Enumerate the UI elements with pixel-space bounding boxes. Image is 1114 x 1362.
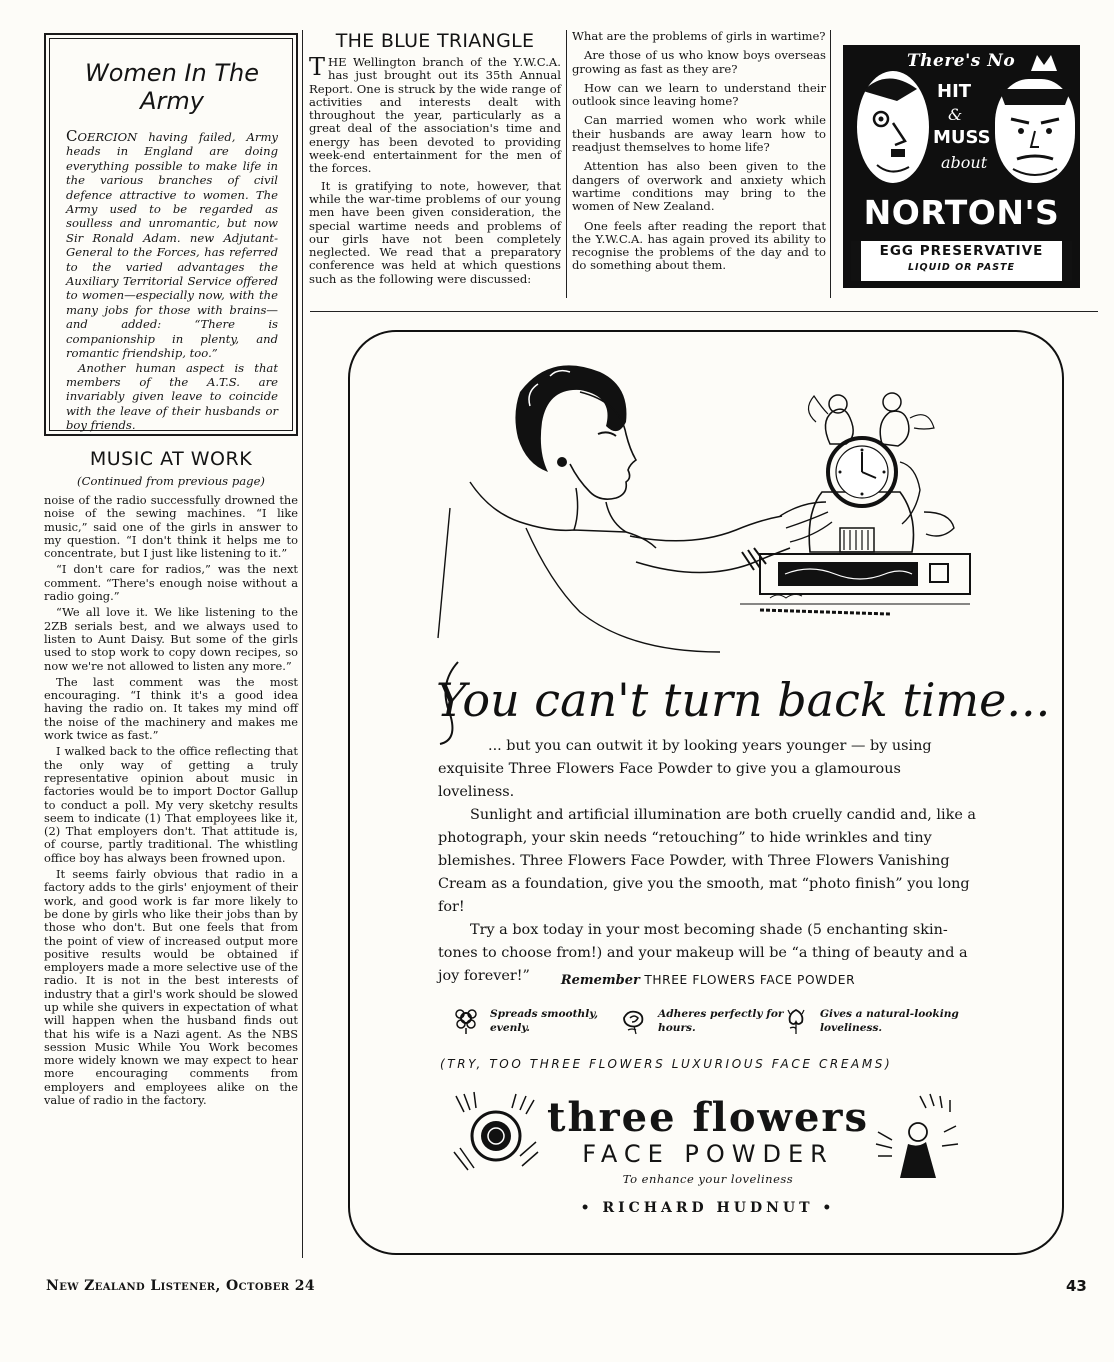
army-paragraph: OERCION having failed, Army heads in England are doing everything possible to make life in the various branches of civil defence attractive to women. The Army used to be regarded as soulless and unromantic, but now Sir Ronald Adam. new Adjutant-General to the Forces, has referred to the varied advantages the Auxiliary Territorial Service offered to women—especially now, with the many jobs for those with brains—and added: “There is companionship in plenty, and romantic friendship, too.” — [66, 130, 278, 361]
flower-icon — [452, 1006, 480, 1034]
remember-product: THREE FLOWERS FACE POWDER — [644, 973, 856, 987]
music-at-work-article — [44, 448, 298, 1110]
footer-publication: New Zealand Listener, October 24 — [46, 1278, 316, 1294]
try-too-line: (TRY, TOO THREE FLOWERS LUXURIOUS FACE CREAMS) — [440, 1057, 893, 1071]
women-in-army-box — [44, 33, 298, 436]
three-flowers-brand: three flowers — [546, 1094, 869, 1141]
three-flowers-advertisement — [348, 330, 1064, 1255]
music-paragraph: “I don't care for radios,” was the next comment. “There's enough noise without a radio going.” — [44, 562, 298, 604]
headline-text: You can't turn back time... — [436, 673, 1051, 727]
army-paragraph: Another human aspect is that members of the A.T.S. are invariably given leave to coincide with the leave of their husbands or boy friends. — [66, 360, 278, 433]
army-article-title: Women In The Army — [85, 59, 259, 115]
nortons-brand: NORTON'S — [863, 193, 1060, 232]
blue-triangle-dropcap: T — [309, 53, 326, 81]
column-rule — [302, 30, 303, 1258]
caricature-left-drawing — [857, 71, 929, 183]
problems-paragraph: How can we learn to understand their outlook since leaving home? — [572, 80, 826, 109]
nortons-product: EGG PRESERVATIVE — [879, 243, 1044, 259]
eagle-emblem-icon — [1029, 51, 1059, 73]
problems-paragraph: Can married women who work while their husbands are away learn how to readjust themselves to home life? — [572, 113, 826, 155]
music-paragraph: I walked back to the office reflecting that the only way of getting a truly representative opinion about music in factories would be to import Doctor Gallup to conduct a poll. My very sketchy results seem to indicate (1) That employees like it, (2) That employers don't. That attitude is, of course, partly traditional. The whistling office boy has always been frowned upon. — [44, 744, 298, 865]
rose-icon — [620, 1006, 648, 1034]
headline-script — [432, 654, 1051, 744]
column-rule — [566, 30, 567, 298]
nortons-ampersand: & — [948, 105, 963, 124]
army-dropcap: C — [66, 127, 78, 145]
music-paragraph: noise of the radio successfully drowned the noise of the sewing machines. “I like music,” said one of the girls in answer to my question. “I don't think it helps me to concentrate, but I just like listening to it.” — [44, 493, 298, 561]
remember-line — [350, 973, 1066, 988]
copy-paragraph: Sunlight and artificial illumination are both cruelly candid and, like a photograph, your skin needs “retouching” to hide wrinkles and tiny blemishes. Three Flowers Face Powder, with Three Flowers Vanishing Cream as a foundation, give you the smooth, mat “photo finish” you long for! — [438, 807, 976, 915]
three-flowers-copy — [438, 735, 980, 988]
problems-paragraph: What are the problems of girls in wartime? — [572, 29, 826, 43]
nortons-forms: LIQUID OR PASTE — [907, 262, 1016, 273]
blue-triangle-paragraph: It is gratifying to note, however, that while the war-time problems of our young men have been given consideration, the special wartime needs and problems of our girls have not been completely neglected. We read that a preparatory conference was held at which questions such as the following were discussed: — [309, 178, 561, 286]
feature-text: Spreads smoothly, evenly. — [490, 1008, 599, 1034]
music-paragraph: “We all love it. We like listening to the 2ZB serials best, and we always used to listen to Aunt Daisy. But some of the girls used to stop work to copy down recipes, so now we're not allowed to listen any more.” — [44, 605, 298, 673]
copy-paragraph: Try a box today in your most becoming shade (5 enchanting skin-tones to choose from!) and your makeup will be “a thing of beauty and a joy forever!” — [438, 922, 968, 984]
remember-lead: Remember — [560, 973, 640, 988]
caricature-face-right — [995, 79, 1075, 183]
nortons-heading: There's No — [907, 51, 1016, 71]
three-flowers-product: FACE POWDER — [582, 1140, 834, 1168]
footer-page-number: 43 — [1066, 1277, 1087, 1295]
problems-column — [572, 30, 826, 279]
music-article-title: MUSIC AT WORK — [89, 448, 253, 470]
music-paragraph: It seems fairly obvious that radio in a factory adds to the girls' enjoyment of their work, and good work is far more likely to be done by girls who like their jobs than by those who don't. But one feels that from the point of view of increased output more positive results would be obtained if employers made a more selective use of the radio. It is not in the best interests of industry that a girl's work should be slowed up while she quivers in expectation of what will happen when the husband finds out that his wife is a Nazi agent. As the NBS session Music While You Work becomes more widely known we may expect to hear more encouraging comments from employers and employees alike on the value of radio in the factory. — [44, 867, 298, 1108]
nortons-hit-label: HIT — [937, 81, 972, 102]
nortons-about-label: about — [941, 153, 988, 172]
problems-paragraph: Are those of us who know boys overseas growing as fast as they are? — [572, 48, 826, 76]
column-rule — [830, 30, 831, 298]
feature-text: Gives a natural-looking loveliness. — [820, 1008, 959, 1034]
woman-with-clock-illustration — [430, 352, 930, 642]
caricature-right-drawing — [995, 79, 1075, 183]
three-flowers-maker: • RICHARD HUDNUT • — [580, 1200, 836, 1216]
music-article-subtitle: (Continued from previous page) — [77, 474, 265, 488]
music-paragraph: The last comment was the most encouraging. “I think it's a good idea having the radio on. It takes my mind off the noise of the machinery and makes me work twice as fast.” — [44, 674, 298, 743]
copy-paragraph: ... but you can outwit it by looking years younger — by using exquisite Three Flowers Face Powder to give you a glamourous loveliness. — [438, 738, 932, 800]
blue-triangle-title: THE BLUE TRIANGLE — [335, 30, 535, 52]
problems-paragraph: Attention has also been given to the dangers of overwork and anxiety which wartime conditions may bring to the women of New Zealand. — [572, 159, 826, 214]
nortons-product-strip — [851, 241, 1072, 281]
army-article-body — [66, 129, 278, 433]
feature-text: Adheres perfectly for hours. — [658, 1008, 784, 1034]
blue-triangle-paragraph: HE Wellington branch of the Y.W.C.A. has just brought out its 35th Annual Report. One is struck by the wide range of activities and interests dealt with throughout the year, particularly as a great deal of the association's time and energy has been devoted to providing week-end entertainment for the men of the forces. — [309, 55, 561, 176]
problems-paragraph: One feels after reading the report that the Y.W.C.A. has again proved its ability to recognise the problems of the day and to do something about them. — [572, 218, 826, 273]
nortons-advertisement — [843, 45, 1080, 288]
three-flowers-tagline: To enhance your loveliness — [622, 1172, 794, 1186]
caricature-face-left — [857, 71, 929, 183]
lily-icon — [782, 1006, 810, 1034]
blue-triangle-article — [309, 30, 561, 290]
nortons-muss-label: MUSS — [933, 127, 991, 148]
horizontal-rule — [310, 311, 1098, 312]
